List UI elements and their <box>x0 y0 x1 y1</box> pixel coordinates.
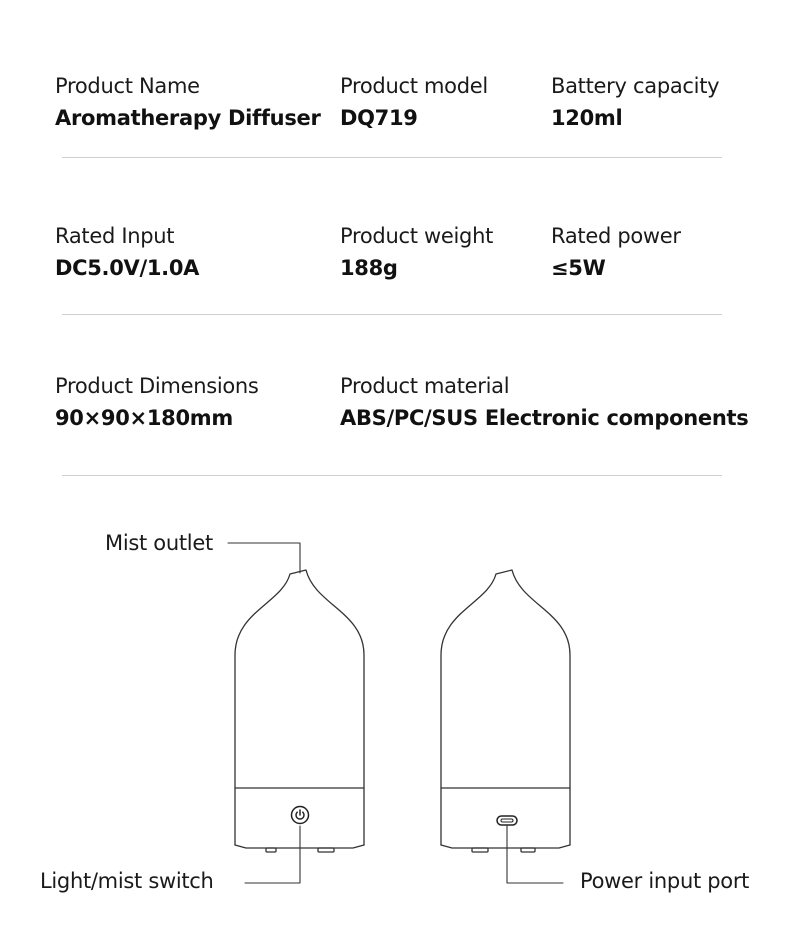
spec-label: Product material <box>340 374 510 398</box>
spec-product-weight <box>340 223 493 281</box>
spec-value: DQ719 <box>340 106 418 130</box>
spec-product-dimensions <box>55 373 259 431</box>
spec-value: DC5.0V/1.0A <box>55 256 200 280</box>
spec-product-name <box>55 73 321 131</box>
power-icon <box>292 807 309 824</box>
spec-value: 90×90×180mm <box>55 406 233 430</box>
spec-rated-power <box>551 223 681 281</box>
mist-outlet-leader <box>228 543 300 573</box>
spec-label: Battery capacity <box>551 74 720 98</box>
spec-label: Product Name <box>55 74 200 98</box>
power-port-label: Power input port <box>580 869 750 893</box>
diffuser-back <box>441 570 570 852</box>
spec-value: 188g <box>340 256 398 280</box>
spec-value: ABS/PC/SUS Electronic components <box>340 406 749 430</box>
divider <box>62 157 722 158</box>
divider <box>62 314 722 315</box>
spec-product-material <box>340 373 748 431</box>
spec-rated-input <box>55 223 199 281</box>
spec-label: Rated power <box>551 224 681 248</box>
spec-label: Product Dimensions <box>55 374 259 398</box>
divider <box>62 475 722 476</box>
switch-label: Light/mist switch <box>40 869 214 893</box>
mist-outlet-label: Mist outlet <box>105 531 213 555</box>
switch-leader <box>245 826 300 883</box>
spec-value: Aromatherapy Diffuser <box>55 106 321 130</box>
spec-label: Rated Input <box>55 224 175 248</box>
spec-value: 120ml <box>551 106 623 130</box>
usb-c-port-icon <box>497 816 517 825</box>
spec-label: Product weight <box>340 224 494 248</box>
spec-battery-capacity <box>551 73 719 131</box>
spec-product-model <box>340 73 488 131</box>
spec-label: Product model <box>340 74 488 98</box>
product-diagram <box>0 500 790 920</box>
spec-value: ≤5W <box>551 256 606 280</box>
power-port-leader <box>507 826 563 883</box>
